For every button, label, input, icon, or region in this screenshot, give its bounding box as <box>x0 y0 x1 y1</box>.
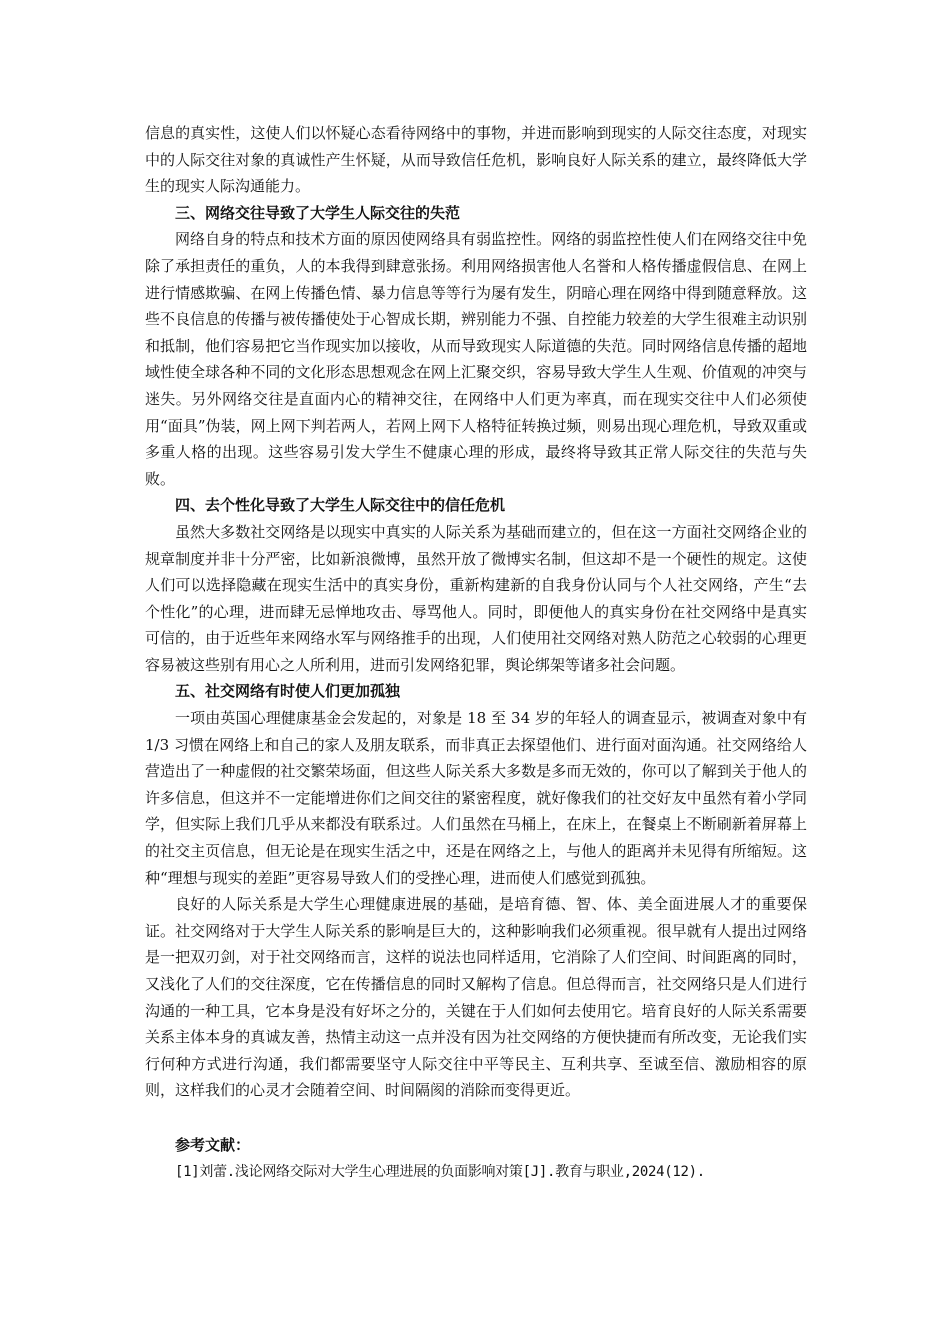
reference-item: [1]刘蕾.浅论网络交际对大学生心理进展的负面影响对策[J].教育与职业,2024(12). <box>175 1163 705 1180</box>
paragraph-conclusion: 良好的人际关系是大学生心理健康进展的基础，是培育德、智、体、美全面进展人才的重要保证。社交网络对于大学生人际关系的影响是巨大的，这种影响我们必须重视。很早就有人提出过网络是一把双刃剑，对于社交网络而言，这样的说法也同样适用，它消除了人们空间、时间距离的同时，又浅化了人们的交往深度，它在传播信息的同时又解构了信息。但总得而言，社交网络只是人们进行沟通的一种工具，它本身是没有好坏之分的，关键在于人们如何去使用它。培育良好的人际关系需要关系主体本身的真诚友善，热情主动这一点并没有因为社交网络的方便快捷而有所改变，无论我们实行何种方式进行沟通，我们都需要坚守人际交往中平等民主、互利共享、至诚至信、激励相容的原则，这样我们的心灵才会随着空间、时间隔阂的消除而变得更近。 <box>145 895 807 1100</box>
paragraph-section-3: 网络自身的特点和技术方面的原因使网络具有弱监控性。网络的弱监控性使人们在网络交往中免除了承担责任的重负，人的本我得到肆意张扬。利用网络损害他人名誉和人格传播虚假信息、在网上进行情感欺骗、在网上传播色情、暴力信息等等行为屡有发生，阴暗心理在网络中得到随意释放。这些不良信息的传播与被传播使处于心智成长期，辨别能力不强、自控能力较差的大学生很难主动识别和抵制，他们容易把它当作现实加以接收，从而导致现实人际道德的失范。同时网络信息传播的超地域性使全球各种不同的文化形态思想观念在网上汇聚交织，容易导致大学生人生观、价值观的冲突与迷失。另外网络交往是直面内心的精神交往，在网络中人们更为率真，而在现实交往中人们必须使用“面具”伪装，网上网下判若两人，若网上网下人格特征转换过频，则易出现心理危机，导致双重或多重人格的出现。这些容易引发大学生不健康心理的形成，最终将导致其正常人际交往的失范与失败。 <box>145 230 807 488</box>
section-heading-3: 三、网络交往导致了大学生人际交往的失范 <box>175 203 461 222</box>
section-heading-5: 五、社交网络有时使人们更加孤独 <box>175 682 401 701</box>
references-heading: 参考文献： <box>175 1135 251 1154</box>
document-page <box>145 120 807 1185</box>
paragraph-section-4: 虽然大多数社交网络是以现实中真实的人际关系为基础而建立的，但在这一方面社交网络企业的规章制度并非十分严密，比如新浪微博，虽然开放了微博实名制，但这却不是一个硬性的规定。这使人们可以选择隐藏在现实生活中的真实身份，重新构建新的自我身份认同与个人社交网络，产生“去个性化”的心理，进而肆无忌惮地攻击、辱骂他人。同时，即便他人的真实身份在社交网络中是真实可信的，由于近些年来网络水军与网络推手的出现，人们使用社交网络对熟人防范之心较弱的心理更容易被这些别有用心之人所利用，进而引发网络犯罪，舆论绑架等诸多社会问题。 <box>145 522 807 674</box>
paragraph-intro: 信息的真实性，这使人们以怀疑心态看待网络中的事物，并进而影响到现实的人际交往态度，对现实中的人际交往对象的真诚性产生怀疑，从而导致信任危机，影响良好人际关系的建立，最终降低大学生的现实人际沟通能力。 <box>145 124 807 196</box>
section-heading-4: 四、去个性化导致了大学生人际交往中的信任危机 <box>175 496 506 515</box>
paragraph-section-5: 一项由英国心理健康基金会发起的，对象是 18 至 34 岁的年轻人的调查显示，被调查对象中有 1/3 习惯在网络上和自己的家人及朋友联系，而非真正去探望他们、进行面对面沟通。社交网络给人营造出了一种虚假的社交繁荣场面，但这些人际关系大多数是多而无效的，你可以了解到关于他人的许多信息，但这并不一定能增进你们之间交往的紧密程度，就好像我们的社交好友中虽然有着小学同学，但实际上我们几乎从来都没有联系过。人们虽然在马桶上，在床上，在餐桌上不断刷新着屏幕上的社交主页信息，但无论是在现实生活之中，还是在网络之上，与他人的距离并未见得有所缩短。这种“理想与现实的差距”更容易导致人们的受挫心理，进而使人们感觉到孤独。 <box>145 709 807 887</box>
